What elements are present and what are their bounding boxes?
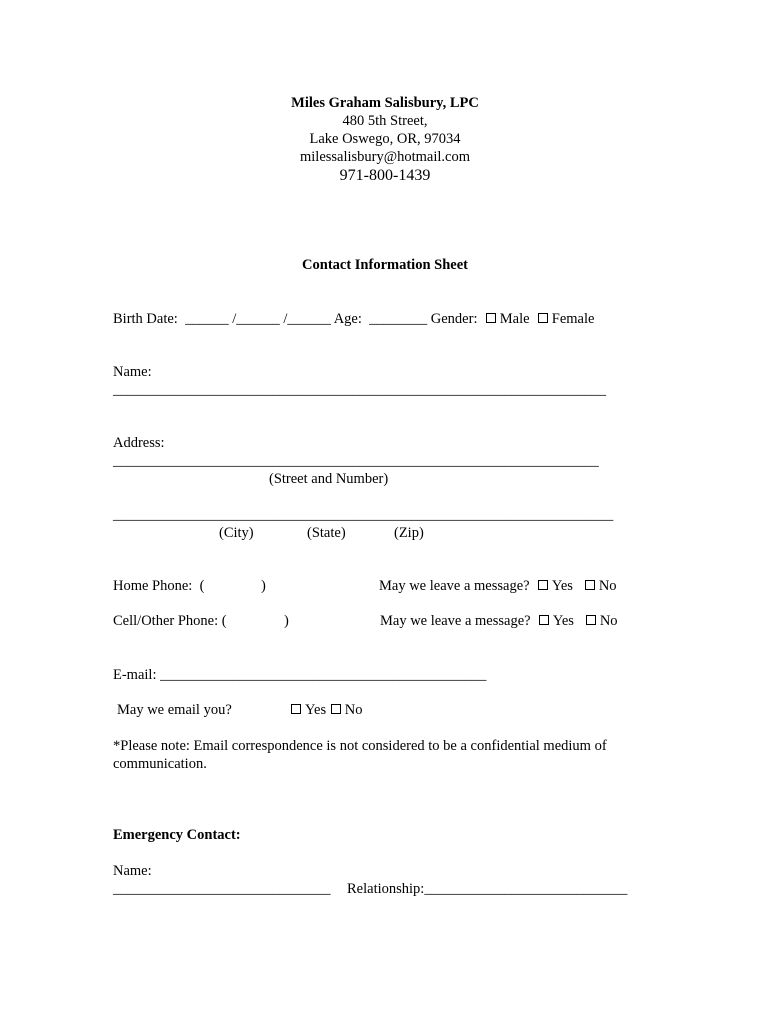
home-message-yes-label: Yes (551, 578, 573, 594)
birth-date-row (113, 310, 594, 328)
header-email: milessalisbury@hotmail.com (299, 149, 470, 165)
relationship-field-line[interactable]: Relationship:____________________________ (347, 881, 628, 897)
birth-age-gender-label: Birth Date: ______ /______ /______ Age: ________ Gender: (113, 311, 478, 327)
cell-phone-label: Cell/Other Phone: ( (113, 613, 227, 629)
cell-message-question: May we leave a message? (380, 613, 531, 629)
zip-caption: (Zip) (394, 525, 424, 541)
male-checkbox[interactable] (486, 313, 496, 323)
confidentiality-note-line1: *Please note: Email correspondence is not considered to be a confidential medium of (113, 738, 607, 754)
emergency-contact-heading: Emergency Contact: (113, 827, 241, 843)
emergency-name-label: Name: (113, 863, 152, 879)
cell-message-row (380, 612, 618, 630)
home-message-yes-checkbox[interactable] (538, 580, 548, 590)
name-field-line[interactable]: ____________________________________________________________________ (113, 382, 606, 398)
street-caption: (Street and Number) (269, 471, 389, 487)
home-message-no-checkbox[interactable] (585, 580, 595, 590)
email-field-line[interactable]: E-mail: _____________________________________________ (113, 667, 487, 683)
address-street: 480 5th Street, (342, 113, 428, 129)
cell-message-yes-checkbox[interactable] (539, 615, 549, 625)
email-permission-row (290, 701, 362, 719)
cell-message-no-checkbox[interactable] (586, 615, 596, 625)
state-caption: (State) (307, 525, 346, 541)
confidentiality-note-line2: communication. (113, 756, 207, 772)
home-phone-close: ) (261, 578, 266, 594)
name-label: Name: (113, 364, 152, 380)
address-label: Address: (113, 435, 165, 451)
header-phone: 971-800-1439 (339, 167, 431, 184)
home-message-no-label: No (598, 578, 617, 594)
email-yes-checkbox[interactable] (291, 704, 301, 714)
email-no-label: No (344, 702, 363, 718)
practitioner-name: Miles Graham Salisbury, LPC (291, 95, 479, 111)
page-title: Contact Information Sheet (302, 257, 468, 273)
email-permission-question: May we email you? (117, 702, 232, 718)
address-city: Lake Oswego, OR, 97034 (309, 131, 461, 147)
street-field-line[interactable]: ___________________________________________________________________ (113, 453, 599, 469)
home-message-row (379, 577, 617, 595)
email-no-checkbox[interactable] (331, 704, 341, 714)
cell-phone-close: ) (284, 613, 289, 629)
male-label: Male (499, 311, 530, 327)
home-message-question: May we leave a message? (379, 578, 530, 594)
female-label: Female (551, 311, 595, 327)
home-phone-label: Home Phone: ( (113, 578, 205, 594)
city-state-zip-field-line[interactable]: _____________________________________________________________________ (113, 507, 614, 523)
email-yes-label: Yes (305, 702, 327, 718)
city-caption: (City) (219, 525, 254, 541)
emergency-name-line[interactable]: ______________________________ (113, 881, 331, 897)
cell-message-no-label: No (599, 613, 618, 629)
cell-message-yes-label: Yes (552, 613, 574, 629)
female-checkbox[interactable] (538, 313, 548, 323)
